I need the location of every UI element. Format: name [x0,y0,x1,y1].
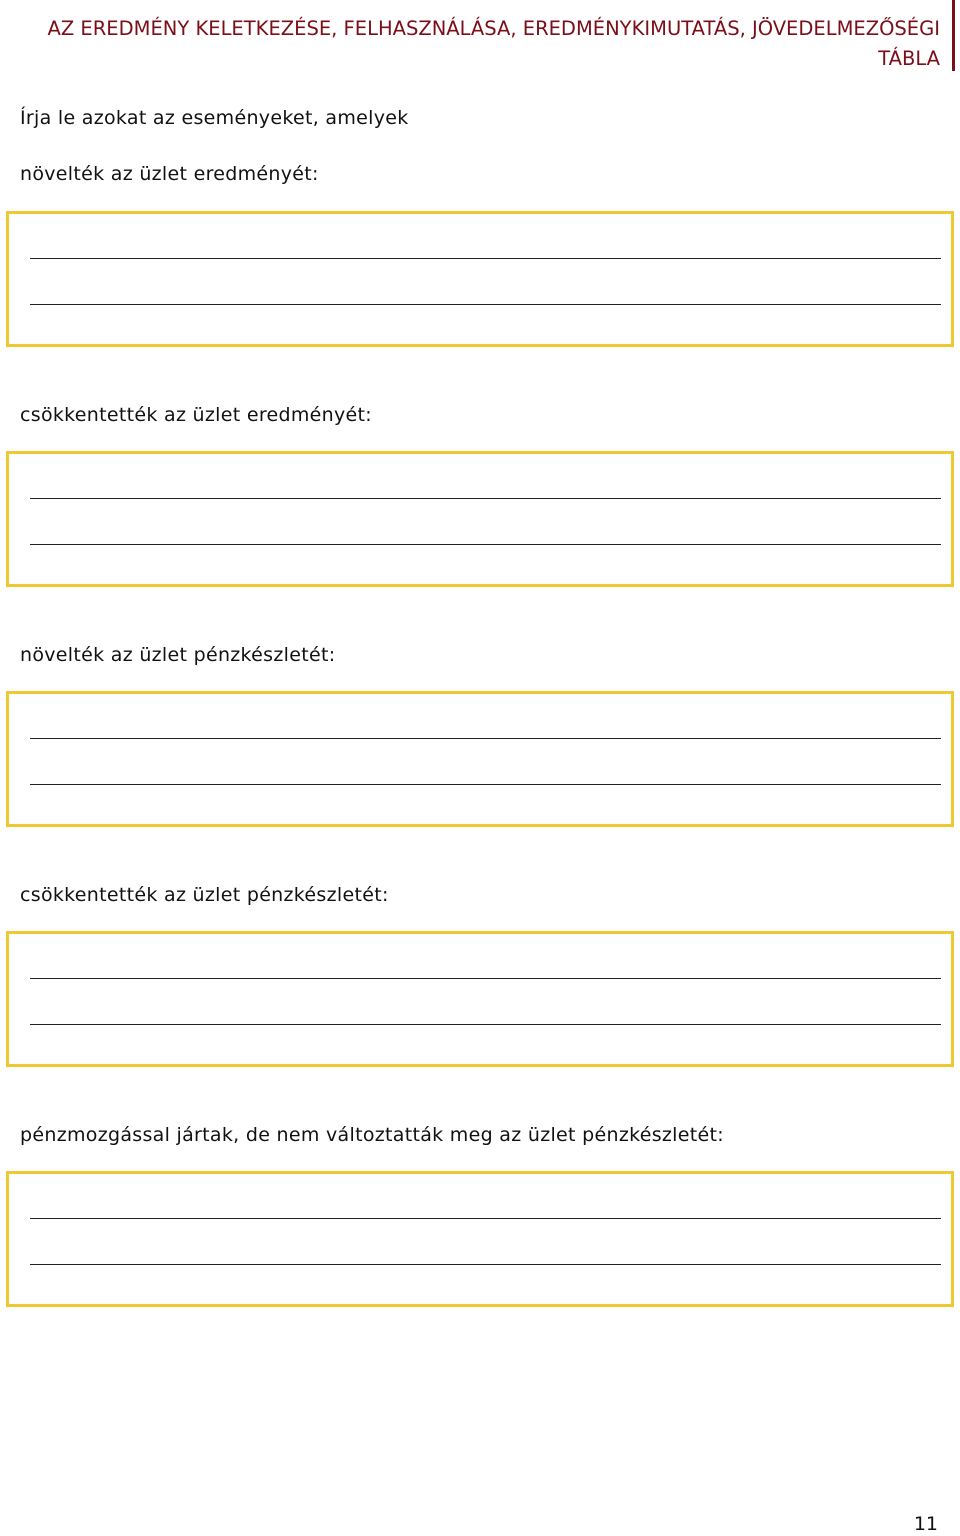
answer-line[interactable] [30,258,941,259]
answer-box[interactable] [6,691,954,827]
answer-line[interactable] [30,498,941,499]
answer-box[interactable] [6,1171,954,1307]
answer-line[interactable] [30,544,941,545]
answer-box[interactable] [6,451,954,587]
answer-line[interactable] [30,304,941,305]
answer-box[interactable] [6,211,954,347]
answer-line[interactable] [30,784,941,785]
answer-line[interactable] [30,978,941,979]
header-title [40,14,940,74]
answer-line[interactable] [30,1024,941,1025]
page-number: 11 [913,1513,938,1535]
answer-line[interactable] [30,1218,941,1219]
question-prompt: pénzmozgással jártak, de nem változtatták meg az üzlet pénzkészletét: [20,1124,724,1146]
header-title-line-1: AZ EREDMÉNY KELETKEZÉSE, FELHASZNÁLÁSA, EREDMÉNYKIMUTATÁS, JÖVEDELMEZŐSÉGI [47,17,940,40]
header-title-line-2: TÁBLA [878,47,940,70]
answer-line[interactable] [30,1264,941,1265]
question-prompt: növelték az üzlet pénzkészletét: [20,644,336,666]
question-prompt: csökkentették az üzlet eredményét: [20,404,372,426]
answer-line[interactable] [30,738,941,739]
question-prompt: csökkentették az üzlet pénzkészletét: [20,884,389,906]
page-header [40,0,955,71]
intro-text: Írja le azokat az eseményeket, amelyek [20,107,409,129]
answer-box[interactable] [6,931,954,1067]
question-prompt: növelték az üzlet eredményét: [20,163,319,185]
